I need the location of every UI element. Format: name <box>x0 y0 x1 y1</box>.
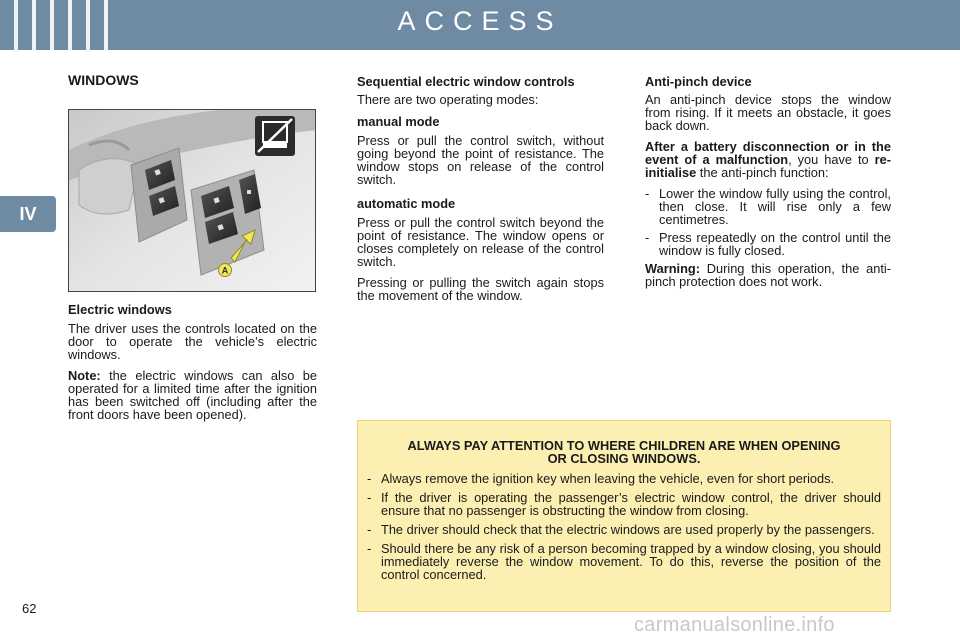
safety-box-title: ALWAYS PAY ATTENTION TO WHERE CHILDREN ARE WHEN OPENING OR CLOSING WINDOWS. <box>407 438 841 466</box>
warning-paragraph <box>645 262 891 288</box>
list-item: - If the driver is operating the passenger’s electric window control, the driver should ensure that no passenger is obstructing the window from closing. <box>367 490 881 518</box>
list-item: - Lower the window fully using the control, then close. It will rise only a few centimetres. <box>645 186 891 227</box>
heading-anti-pinch: Anti-pinch device <box>645 74 752 89</box>
note-label: Note: <box>68 368 101 383</box>
page-number: 62 <box>22 601 37 616</box>
list-item: - Press repeatedly on the control until the window is fully closed. <box>645 230 891 258</box>
subheading-electric-windows: Electric windows <box>68 302 172 317</box>
automatic-mode-stop-text: Pressing or pulling the switch again stops the movement of the window. <box>357 275 604 303</box>
safety-item-text: Should there be any risk of a person becoming trapped by a window closing, you should immediately reverse the window movement. To do this, reverse the position of the control concerned. <box>381 541 881 582</box>
warning-text: During this operation, the anti-pinch protection does not work. <box>645 261 891 289</box>
automatic-mode-text: Press or pull the control switch beyond the point of resistance. The window opens or closes completely on release of the control switch. <box>357 215 604 269</box>
battery-end-text: the anti-pinch function: <box>696 165 829 180</box>
battery-mid-text: , you have to <box>788 152 875 167</box>
battery-bold-text: After a battery disconnection or in the event of a malfunction <box>645 139 891 167</box>
safety-item-text: If the driver is operating the passenger’s electric window control, the driver should ensure that no passenger is obstructing the window from closing. <box>381 490 881 518</box>
watermark: carmanualsonline.info <box>634 614 835 636</box>
left-column <box>68 303 317 429</box>
window-lock-icon <box>255 116 295 156</box>
note-paragraph <box>68 369 317 421</box>
intro-paragraph: There are two operating modes: <box>357 92 539 107</box>
reinitialise-paragraph <box>645 140 891 179</box>
list-item: - Should there be any risk of a person becoming trapped by a window closing, you should immediately reverse the window movement. To do this, reverse the position of the control concerned. <box>367 541 881 582</box>
door-panel-drawing <box>69 110 316 292</box>
safety-item-text: The driver should check that the electric windows are used properly by the passengers. <box>381 522 875 537</box>
list-item: - The driver should check that the electric windows are used properly by the passengers. <box>367 523 881 536</box>
heading-manual-mode: manual mode <box>357 114 440 129</box>
note-text: the electric windows can also be operated for a limited time after the ignition has been switched off (including after the front doors have been opened). <box>68 368 317 422</box>
header-bar <box>0 0 960 50</box>
callout-label: A <box>221 265 229 276</box>
step-text: Lower the window fully using the control, then close. It will rise only a few centimetres. <box>659 186 891 227</box>
middle-column <box>357 75 604 310</box>
warning-label: Warning: <box>645 261 700 276</box>
heading-sequential-controls: Sequential electric window controls <box>357 74 575 89</box>
right-column <box>645 75 891 296</box>
step-text: Press repeatedly on the control until the window is fully closed. <box>659 230 891 258</box>
reinitialise-bold-text: re-initialise <box>645 152 891 180</box>
section-heading-windows: WINDOWS <box>68 72 139 88</box>
heading-automatic-mode: automatic mode <box>357 196 456 211</box>
anti-pinch-paragraph: An anti-pinch device stops the window from rising. If it meets an obstacle, it goes back down. <box>645 92 891 133</box>
window-controls-illustration <box>68 109 316 292</box>
list-item: - Always remove the ignition key when leaving the vehicle, even for short periods. <box>367 472 881 485</box>
page-title: ACCESS <box>397 6 563 36</box>
paragraph-electric-windows: The driver uses the controls located on the door to operate the vehicle’s electric windows. <box>68 321 317 362</box>
children-safety-box <box>357 420 891 612</box>
chapter-tab: IV <box>0 196 56 232</box>
manual-mode-text: Press or pull the control switch, without going beyond the point of resistance. The window stops on release of the control switch. <box>357 133 604 187</box>
safety-item-text: Always remove the ignition key when leaving the vehicle, even for short periods. <box>381 471 835 486</box>
